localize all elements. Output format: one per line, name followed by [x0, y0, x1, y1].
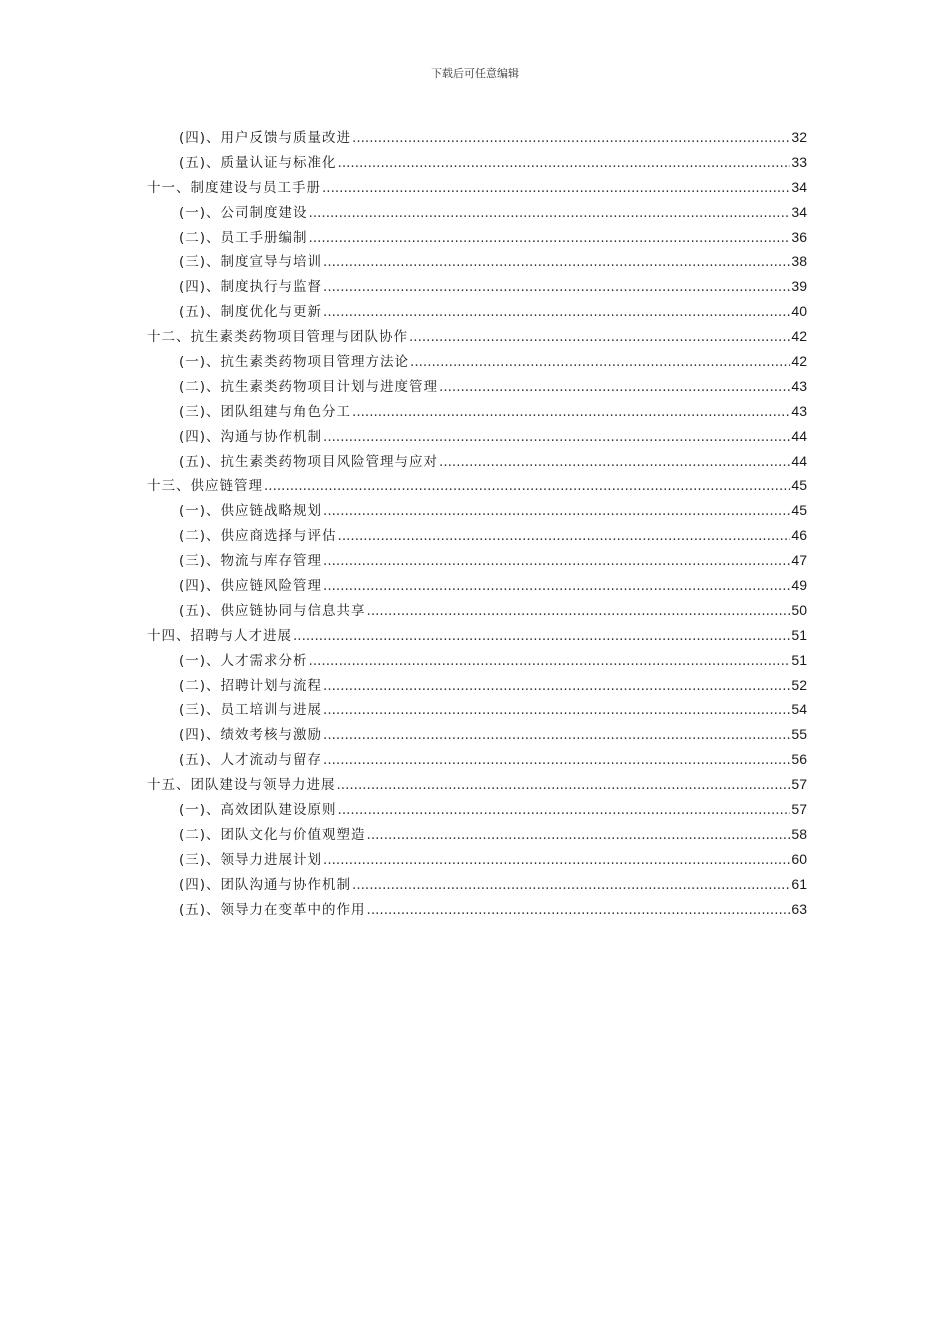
toc-dot-leader — [338, 155, 791, 171]
toc-dot-leader — [439, 454, 790, 470]
toc-entry-page-number: 61 — [791, 875, 807, 892]
toc-dot-leader — [338, 528, 791, 544]
toc-dot-leader — [338, 802, 791, 818]
toc-dot-leader — [439, 379, 790, 395]
toc-dot-leader — [352, 877, 790, 893]
toc-dot-leader — [323, 304, 790, 320]
toc-entry-title: 十五、团队建设与领导力进展 — [147, 777, 336, 794]
toc-entry[interactable] — [147, 798, 807, 823]
toc-entry-title: 十三、供应链管理 — [147, 478, 263, 495]
toc-entry-title: (四)、用户反馈与质量改进 — [179, 130, 352, 146]
toc-dot-leader — [367, 827, 791, 843]
toc-dot-leader — [323, 702, 790, 718]
toc-entry-page-number: 63 — [791, 900, 807, 917]
toc-entry-title: (一)、高效团队建设原则 — [179, 802, 337, 819]
toc-entry-title: (三)、领导力进展计划 — [179, 851, 323, 868]
toc-entry-page-number: 50 — [791, 601, 807, 618]
toc-entry-page-number: 52 — [791, 676, 807, 693]
toc-entry-title: (一)、公司制度建设 — [179, 204, 308, 221]
toc-entry-title: 十二、抗生素类药物项目管理与团队协作 — [147, 329, 408, 346]
toc-entry-title: (三)、制度宣导与培训 — [179, 254, 323, 271]
toc-entry[interactable] — [147, 300, 807, 325]
toc-entry-title: (一)、抗生素类药物项目管理方法论 — [179, 354, 410, 371]
toc-entry-page-number: 34 — [791, 203, 807, 220]
toc-entry-page-number: 42 — [791, 328, 807, 345]
toc-dot-leader — [323, 429, 790, 445]
toc-entry-page-number: 43 — [791, 377, 807, 394]
toc-entry[interactable] — [147, 549, 807, 574]
toc-entry-title: (五)、供应链协同与信息共享 — [179, 602, 366, 619]
toc-entry-page-number: 56 — [791, 751, 807, 768]
toc-dot-leader — [323, 678, 790, 694]
toc-entry[interactable] — [147, 474, 807, 499]
toc-dot-leader — [309, 653, 791, 669]
toc-dot-leader — [323, 727, 790, 743]
toc-dot-leader — [323, 852, 790, 868]
toc-dot-leader — [264, 478, 790, 494]
toc-entry[interactable] — [147, 275, 807, 300]
toc-entry[interactable] — [147, 450, 807, 475]
toc-dot-leader — [409, 329, 790, 345]
toc-entry-title: (五)、质量认证与标准化 — [179, 154, 337, 171]
toc-dot-leader — [309, 205, 791, 221]
toc-entry-title: (二)、团队文化与价值观塑造 — [179, 826, 366, 843]
toc-entry[interactable] — [147, 773, 807, 798]
toc-entry[interactable] — [147, 499, 807, 524]
toc-entry-page-number: 44 — [791, 452, 807, 469]
toc-entry-page-number: 55 — [791, 726, 807, 743]
toc-entry-page-number: 33 — [791, 153, 807, 170]
toc-entry-title: 十一、制度建设与员工手册 — [147, 179, 321, 196]
toc-entry[interactable] — [147, 151, 807, 176]
toc-dot-leader — [367, 603, 791, 619]
toc-entry-page-number: 58 — [791, 825, 807, 842]
toc-entry-title: (三)、员工培训与进展 — [179, 702, 323, 719]
toc-dot-leader — [323, 553, 790, 569]
toc-entry-page-number: 38 — [791, 253, 807, 270]
toc-entry-title: (二)、员工手册编制 — [179, 229, 308, 246]
toc-entry[interactable] — [147, 250, 807, 275]
toc-dot-leader — [322, 180, 790, 196]
toc-entry-page-number: 40 — [791, 303, 807, 320]
toc-dot-leader — [337, 777, 791, 793]
toc-entry[interactable] — [147, 649, 807, 674]
toc-entry-page-number: 47 — [791, 552, 807, 569]
toc-entry-page-number: 60 — [791, 850, 807, 867]
toc-entry[interactable] — [147, 201, 807, 226]
toc-entry-title: (五)、领导力在变革中的作用 — [179, 901, 366, 918]
table-of-contents — [147, 126, 807, 923]
toc-entry-page-number: 57 — [791, 776, 807, 793]
toc-entry-title: (一)、人才需求分析 — [179, 652, 308, 669]
toc-entry[interactable] — [147, 599, 807, 624]
toc-dot-leader — [323, 578, 790, 594]
toc-entry-title: (五)、人才流动与留存 — [179, 752, 323, 769]
toc-entry-page-number: 46 — [791, 527, 807, 544]
toc-entry[interactable] — [147, 624, 807, 649]
toc-entry[interactable] — [147, 574, 807, 599]
toc-entry-page-number: 36 — [791, 228, 807, 245]
toc-entry-title: (五)、制度优化与更新 — [179, 304, 323, 321]
toc-entry[interactable] — [147, 126, 807, 151]
toc-dot-leader — [352, 404, 790, 420]
toc-entry-page-number: 57 — [791, 801, 807, 818]
toc-entry[interactable] — [147, 698, 807, 723]
toc-entry-page-number: 34 — [791, 178, 807, 195]
toc-entry-page-number: 44 — [791, 427, 807, 444]
toc-entry-title: (三)、团队组建与角色分工 — [179, 403, 352, 420]
toc-entry[interactable] — [147, 176, 807, 201]
toc-dot-leader — [352, 130, 790, 146]
toc-entry-page-number: 42 — [791, 353, 807, 370]
toc-entry-page-number: 45 — [791, 477, 807, 494]
toc-entry[interactable] — [147, 848, 807, 873]
toc-dot-leader — [367, 902, 791, 918]
toc-dot-leader — [410, 354, 790, 370]
toc-entry[interactable] — [147, 823, 807, 848]
toc-dot-leader — [323, 752, 790, 768]
toc-dot-leader — [323, 254, 790, 270]
toc-dot-leader — [293, 628, 790, 644]
toc-entry-title: (二)、招聘计划与流程 — [179, 677, 323, 694]
toc-entry[interactable] — [147, 226, 807, 251]
toc-entry-page-number: 51 — [791, 651, 807, 668]
toc-entry-page-number: 45 — [791, 502, 807, 519]
toc-entry-title: (四)、绩效考核与激励 — [179, 727, 323, 744]
toc-entry[interactable] — [147, 674, 807, 699]
toc-entry-title: (三)、物流与库存管理 — [179, 553, 323, 570]
toc-dot-leader — [323, 279, 790, 295]
toc-entry[interactable] — [147, 873, 807, 898]
toc-entry-page-number: 32 — [791, 129, 807, 145]
toc-entry-title: 十四、招聘与人才进展 — [147, 627, 292, 644]
toc-entry[interactable] — [147, 350, 807, 375]
toc-entry-title: (二)、抗生素类药物项目计划与进度管理 — [179, 378, 439, 395]
page-header: 下载后可任意编辑 — [431, 67, 519, 80]
toc-entry[interactable] — [147, 400, 807, 425]
toc-entry[interactable] — [147, 723, 807, 748]
toc-entry-title: (四)、供应链风险管理 — [179, 578, 323, 595]
toc-entry-page-number: 54 — [791, 701, 807, 718]
toc-entry-title: (五)、抗生素类药物项目风险管理与应对 — [179, 453, 439, 470]
toc-entry[interactable] — [147, 524, 807, 549]
toc-entry-page-number: 39 — [791, 278, 807, 295]
toc-entry[interactable] — [147, 425, 807, 450]
toc-entry-title: (一)、供应链战略规划 — [179, 503, 323, 520]
toc-entry-title: (二)、供应商选择与评估 — [179, 528, 337, 545]
toc-entry-title: (四)、制度执行与监督 — [179, 279, 323, 296]
toc-entry[interactable] — [147, 375, 807, 400]
toc-entry[interactable] — [147, 325, 807, 350]
toc-dot-leader — [323, 503, 790, 519]
toc-entry[interactable] — [147, 748, 807, 773]
toc-entry-title: (四)、团队沟通与协作机制 — [179, 876, 352, 893]
toc-entry[interactable] — [147, 898, 807, 923]
toc-entry-page-number: 49 — [791, 577, 807, 594]
toc-entry-page-number: 43 — [791, 402, 807, 419]
toc-entry-page-number: 51 — [791, 626, 807, 643]
toc-entry-title: (四)、沟通与协作机制 — [179, 428, 323, 445]
toc-dot-leader — [309, 230, 791, 246]
